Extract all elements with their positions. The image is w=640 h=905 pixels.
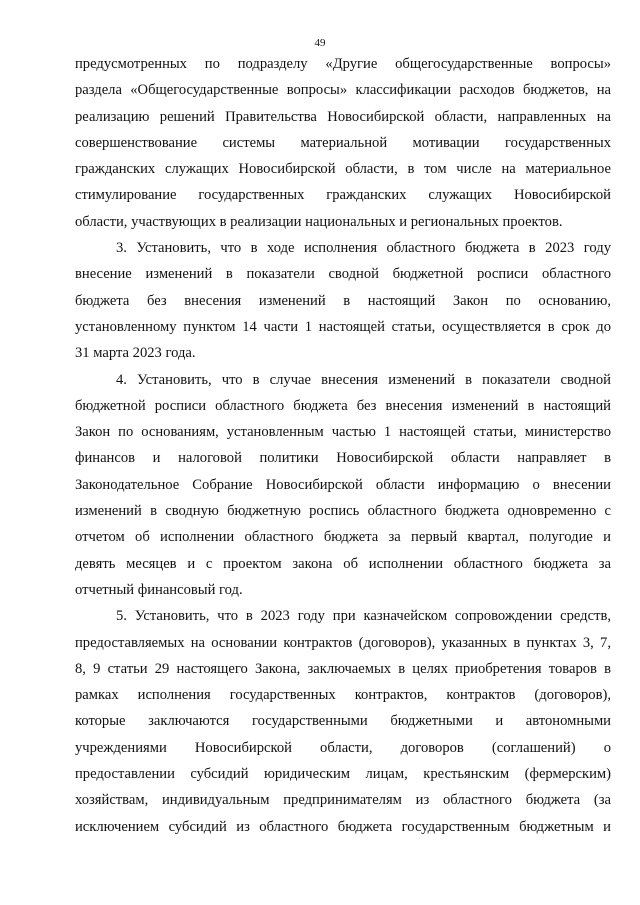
text-line: внесение изменений в показатели сводной бюджетной росписи областного [75,266,611,283]
text-line: 5. Установить, что в 2023 году при казначейском сопровождении средств, [116,608,611,625]
text-line: которые заключаются государственными бюджетными и автономными [75,713,611,730]
text-line: раздела «Общегосударственные вопросы» классификации расходов бюджетов, на [75,82,611,99]
text-line: 8, 9 статьи 29 настоящего Закона, заключаемых в целях приобретения товаров в [75,660,611,677]
text-line: хозяйствам, индивидуальным предпринимателям из областного бюджета (за [75,792,611,809]
text-line: Закон по основаниям, установленным частью 1 настоящей статьи, министерство [75,424,611,441]
text-line: отчетом об исполнении областного бюджета за первый квартал, полугодие и [75,529,611,546]
text-line: отчетный финансовый год. [75,581,243,598]
text-line: предоставлении субсидий юридическим лицам, крестьянским (фермерским) [75,766,611,783]
text-line: реализацию решений Правительства Новосибирской области, направленных на [75,108,611,125]
document-body [75,51,611,840]
text-line: исключением субсидий из областного бюджета государственным бюджетным и [75,818,611,835]
text-line: предусмотренных по подразделу «Другие общегосударственные вопросы» [75,56,611,72]
text-line: 4. Установить, что в случае внесения изменений в показатели сводной [116,371,611,388]
text-line: девять месяцев и с проектом закона об исполнении областного бюджета за [75,555,611,572]
page-number: 49 [314,37,326,49]
text-line: бюджетной росписи областного бюджета без внесения изменений в настоящий [75,397,611,414]
text-line: установленному пунктом 14 части 1 настоящей статьи, осуществляется в срок до [75,318,611,335]
text-line: области, участвующих в реализации национальных и региональных проектов. [75,213,563,230]
text-line: Законодательное Собрание Новосибирской области информацию о внесении [75,476,611,493]
text-line: финансов и налоговой политики Новосибирской области направляет в [75,450,611,467]
text-line: совершенствование системы материальной мотивации государственных [75,134,611,151]
text-line: изменений в сводную бюджетную роспись областного бюджета одновременно с [75,503,611,520]
text-line: предоставляемых на основании контрактов (договоров), указанных в пунктах 3, 7, [75,634,611,651]
text-line: 3. Установить, что в ходе исполнения областного бюджета в 2023 году [116,240,611,257]
text-line: бюджета без внесения изменений в настоящий Закон по основанию, [75,292,611,309]
text-line: учреждениями Новосибирской области, договоров (соглашений) о [75,739,611,756]
text-line: 31 марта 2023 года. [75,345,196,362]
text-line: рамках исполнения государственных контрактов, контрактов (договоров), [75,687,611,704]
text-line: стимулирование государственных гражданских служащих Новосибирской [75,187,611,204]
text-line: гражданских служащих Новосибирской области, в том числе на материальное [75,161,611,178]
